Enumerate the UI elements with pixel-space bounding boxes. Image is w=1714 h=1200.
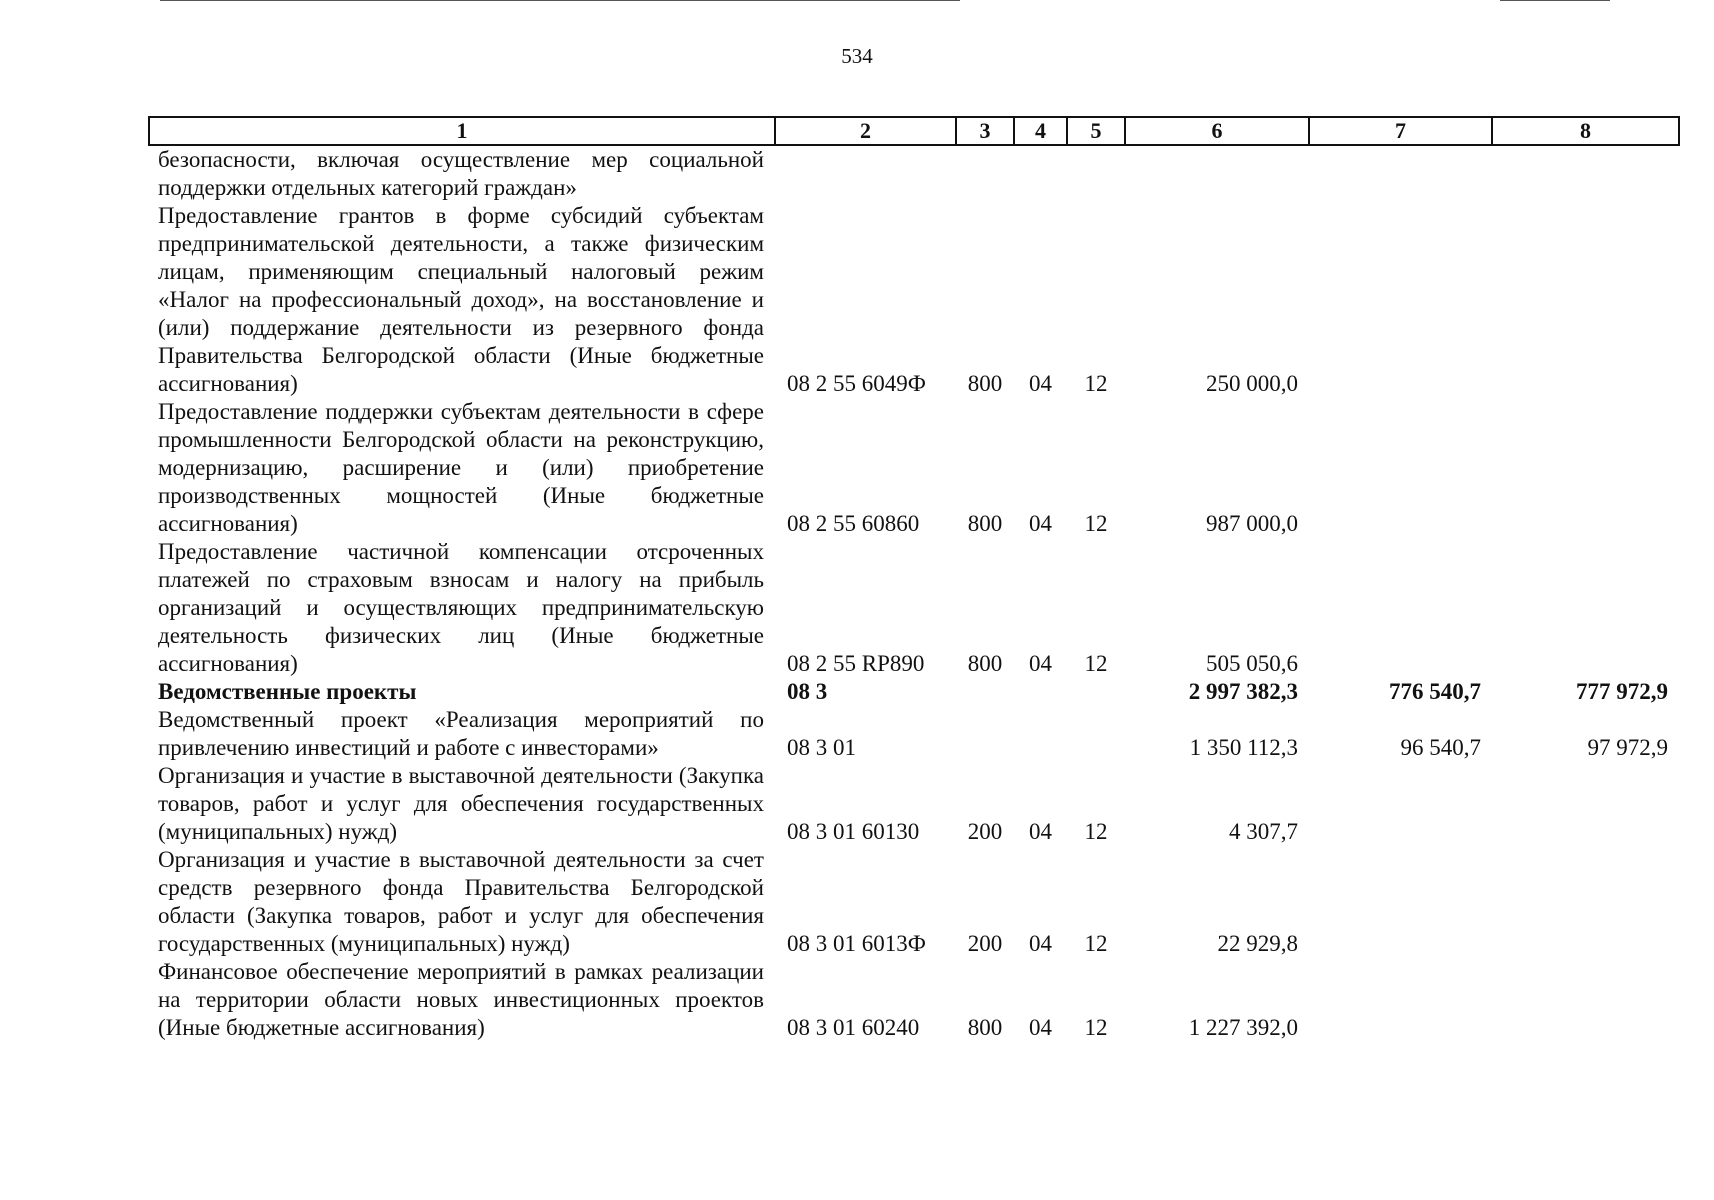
scan-edge-line — [1500, 0, 1610, 1]
row-value-7 — [1309, 398, 1492, 538]
row-col4: 04 — [1029, 651, 1052, 676]
column-header: 4 — [1014, 117, 1067, 145]
row-col5: 12 — [1084, 1015, 1108, 1040]
row-value-6: 2 997 382,3 — [1188, 679, 1298, 704]
table-row — [149, 538, 1679, 678]
row-code: 08 3 — [787, 679, 828, 704]
row-value-6 — [1125, 145, 1309, 202]
row-code: 08 3 01 60130 — [787, 819, 920, 844]
page-number: 534 — [841, 44, 873, 68]
row-code: 08 3 01 6013Ф — [787, 931, 926, 956]
row-value-8 — [1492, 202, 1679, 398]
table-row — [149, 202, 1679, 398]
budget-table — [148, 116, 1680, 1042]
column-header: 6 — [1125, 117, 1309, 145]
row-value-8 — [1492, 538, 1679, 678]
column-header: 7 — [1309, 117, 1492, 145]
column-header: 2 — [775, 117, 956, 145]
column-header: 1 — [149, 117, 775, 145]
row-col4: 04 — [1029, 511, 1052, 536]
row-col5: 12 — [1084, 371, 1108, 396]
row-value-6: 505 050,6 — [1206, 651, 1298, 676]
table-row — [149, 846, 1679, 958]
table-row — [149, 398, 1679, 538]
row-value-7 — [1309, 762, 1492, 846]
row-col4: 04 — [1029, 1015, 1052, 1040]
row-code: 08 2 55 60860 — [787, 511, 920, 536]
column-header: 8 — [1492, 117, 1679, 145]
row-value-7: 96 540,7 — [1400, 735, 1481, 760]
row-value-6: 987 000,0 — [1206, 511, 1298, 536]
table-row — [149, 762, 1679, 846]
row-description: Предоставление поддержки субъектам деятельности в сфере промышленности Белгородской области на реконструкцию, модернизацию, расширение и (или) приобретение производственных мощностей (Иные бюджетные ассигнования) — [158, 399, 764, 536]
row-value-7 — [1309, 202, 1492, 398]
column-header: 5 — [1067, 117, 1125, 145]
row-col5: 12 — [1084, 931, 1108, 956]
row-value-8 — [1492, 145, 1679, 202]
row-col4 — [1014, 145, 1067, 202]
row-value-8: 97 972,9 — [1587, 735, 1668, 760]
row-value-8: 777 972,9 — [1576, 679, 1668, 704]
row-col3: 200 — [967, 819, 1003, 844]
table-row — [149, 145, 1679, 202]
row-col5: 12 — [1084, 819, 1108, 844]
row-col3 — [956, 145, 1014, 202]
row-value-7 — [1309, 538, 1492, 678]
row-code: 08 2 55 RP890 — [787, 651, 925, 676]
row-code: 08 3 01 60240 — [787, 1015, 920, 1040]
row-col3: 200 — [967, 931, 1003, 956]
row-description: безопасности, включая осуществление мер социальной поддержки отдельных категорий граждан» — [158, 147, 764, 200]
row-col5: 12 — [1084, 651, 1108, 676]
table-row — [149, 706, 1679, 762]
row-value-8 — [1492, 398, 1679, 538]
row-col4: 04 — [1029, 371, 1052, 396]
row-value-6: 4 307,7 — [1229, 819, 1298, 844]
row-value-7 — [1309, 958, 1492, 1042]
row-col4 — [1014, 678, 1067, 706]
row-code: 08 3 01 — [787, 735, 856, 760]
row-description: Предоставление грантов в форме субсидий субъектам предпринимательской деятельности, а также физическим лицам, применяющим специальный налоговый режим «Налог на профессиональный доход», на восстановление и (или) поддержание деятельности из резервного фонда Правительства Белгородской области (Иные бюджетные ассигнования) — [158, 203, 764, 396]
row-col3: 800 — [967, 651, 1003, 676]
table-header-row — [149, 117, 1679, 145]
row-col4 — [1014, 706, 1067, 762]
row-col5: 12 — [1084, 511, 1108, 536]
row-col5 — [1067, 678, 1125, 706]
row-col3 — [956, 706, 1014, 762]
row-description: Организация и участие в выставочной деятельности за счет средств резервного фонда Правительства Белгородской области (Закупка товаров, работ и услуг для обеспечения государственных (муниципальных) нужд) — [158, 847, 764, 956]
row-value-7 — [1309, 145, 1492, 202]
row-value-8 — [1492, 762, 1679, 846]
row-col3 — [956, 678, 1014, 706]
row-description: Организация и участие в выставочной деятельности (Закупка товаров, работ и услуг для обеспечения государственных (муниципальных) нужд) — [158, 763, 764, 844]
row-value-8 — [1492, 846, 1679, 958]
row-value-8 — [1492, 958, 1679, 1042]
row-value-6: 22 929,8 — [1217, 931, 1298, 956]
row-col5 — [1067, 145, 1125, 202]
row-description: Финансовое обеспечение мероприятий в рамках реализации на территории области новых инвестиционных проектов (Иные бюджетные ассигнования) — [158, 959, 764, 1040]
row-value-6: 250 000,0 — [1206, 371, 1298, 396]
row-col4: 04 — [1029, 931, 1052, 956]
row-description: Ведомственный проект «Реализация мероприятий по привлечению инвестиций и работе с инвесторами» — [158, 707, 764, 760]
scan-edge-line — [160, 0, 960, 1]
table-row-section-total — [149, 678, 1679, 706]
row-value-7: 776 540,7 — [1389, 679, 1481, 704]
table-row — [149, 958, 1679, 1042]
row-col5 — [1067, 706, 1125, 762]
column-header: 3 — [956, 117, 1014, 145]
row-col4: 04 — [1029, 819, 1052, 844]
row-value-7 — [1309, 846, 1492, 958]
row-code — [775, 145, 956, 202]
row-col3: 800 — [967, 1015, 1003, 1040]
row-col3: 800 — [967, 511, 1003, 536]
row-description: Ведомственные проекты — [158, 679, 417, 704]
row-value-6: 1 227 392,0 — [1188, 1015, 1298, 1040]
row-value-6: 1 350 112,3 — [1189, 735, 1298, 760]
row-code: 08 2 55 6049Ф — [787, 371, 926, 396]
row-col3: 800 — [967, 371, 1003, 396]
row-description: Предоставление частичной компенсации отсроченных платежей по страховым взносам и налогу на прибыль организаций и осуществляющих предпринимательскую деятельность физических лиц (Иные бюджетные ассигнования) — [158, 539, 764, 676]
